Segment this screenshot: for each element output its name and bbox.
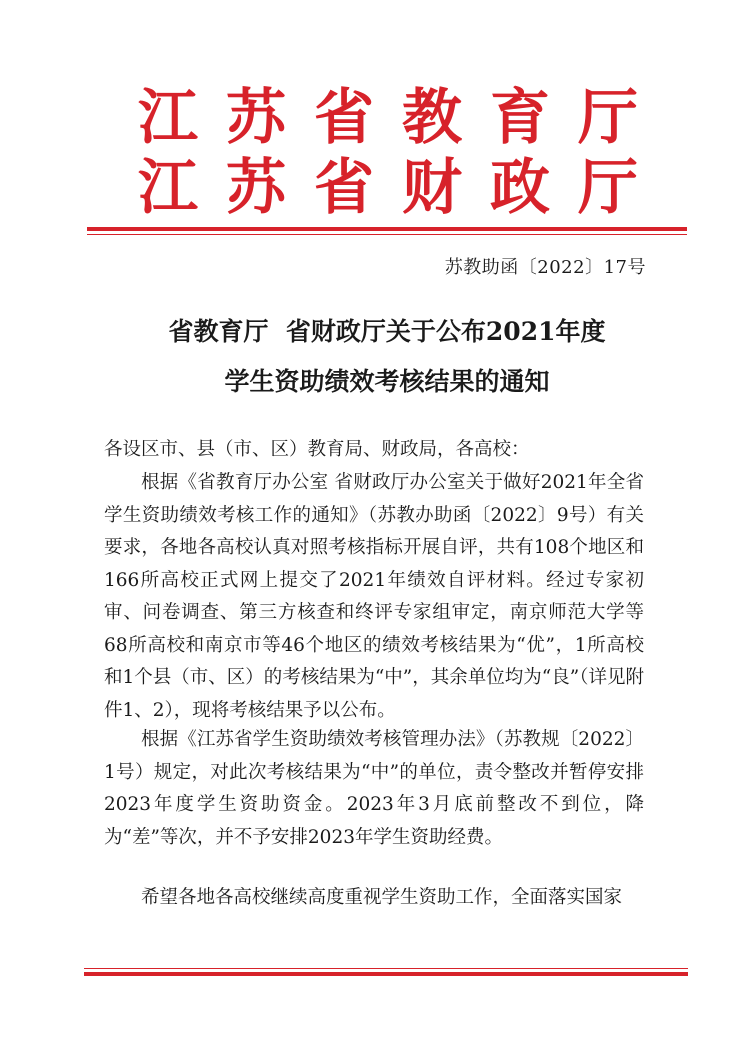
divider-thin-line — [84, 968, 688, 969]
document-number: 苏教助函〔2022〕17号 — [444, 257, 646, 278]
letterhead-char: 苏 — [226, 153, 286, 223]
letterhead-line-education — [138, 83, 638, 153]
letterhead-char: 省 — [314, 153, 374, 223]
letterhead-char: 财 — [402, 153, 462, 223]
letterhead-char: 省 — [314, 83, 374, 153]
document-title-line2: 学生资助绩效考核结果的通知 — [224, 367, 550, 396]
letterhead-char: 江 — [138, 153, 198, 223]
document-title-line1: 省教育厅 省财政厅关于公布2021年度 — [168, 317, 606, 346]
body-paragraph-2: 根据《江苏省学生资助绩效考核管理办法》（苏教规〔2022〕1号）规定，对此次考核结果为“中”的单位，责令整改并暂停安排2023年度学生资助资金。2023年3月底前整改不到位，降为“差”等次，并不予安排2023年学生资助经费。 — [104, 729, 644, 848]
letterhead-divider — [87, 227, 687, 235]
body-paragraph-3: 希望各地各高校继续高度重视学生资助工作，全面落实国家 — [141, 887, 623, 908]
body-paragraph-1: 根据《省教育厅办公室 省财政厅办公室关于做好2021年全省学生资助绩效考核工作的通知》（苏教办助函〔2022〕9号）有关要求，各地各高校认真对照考核指标开展自评，共有108个地区和166所高校正式网上提交了2021年绩效自评材料。经过专家初审、问卷调查、第三方核查和终评专家组审定，南京师范大学等68所高校和南京市等46个地区的绩效考核结果为“优”，1所高校和1个县（市、区）的考核结果为“中”，其余单位均为“良”（详见附件1、2），现将考核结果予以公布。 — [104, 472, 644, 721]
divider-thin-line — [87, 234, 687, 235]
letterhead-char: 政 — [490, 153, 550, 223]
letterhead-char: 育 — [490, 83, 550, 153]
letterhead-char: 厅 — [578, 153, 638, 223]
letterhead-char: 厅 — [578, 83, 638, 153]
letterhead-line-finance — [138, 153, 638, 223]
divider-thick-line — [87, 227, 687, 231]
letterhead-char: 苏 — [226, 83, 286, 153]
letterhead-char: 教 — [402, 83, 462, 153]
salutation: 各设区市、县（市、区）教育局、财政局，各高校： — [104, 439, 530, 460]
footer-divider — [84, 968, 688, 976]
divider-thick-line — [84, 972, 688, 976]
letterhead-char: 江 — [138, 83, 198, 153]
